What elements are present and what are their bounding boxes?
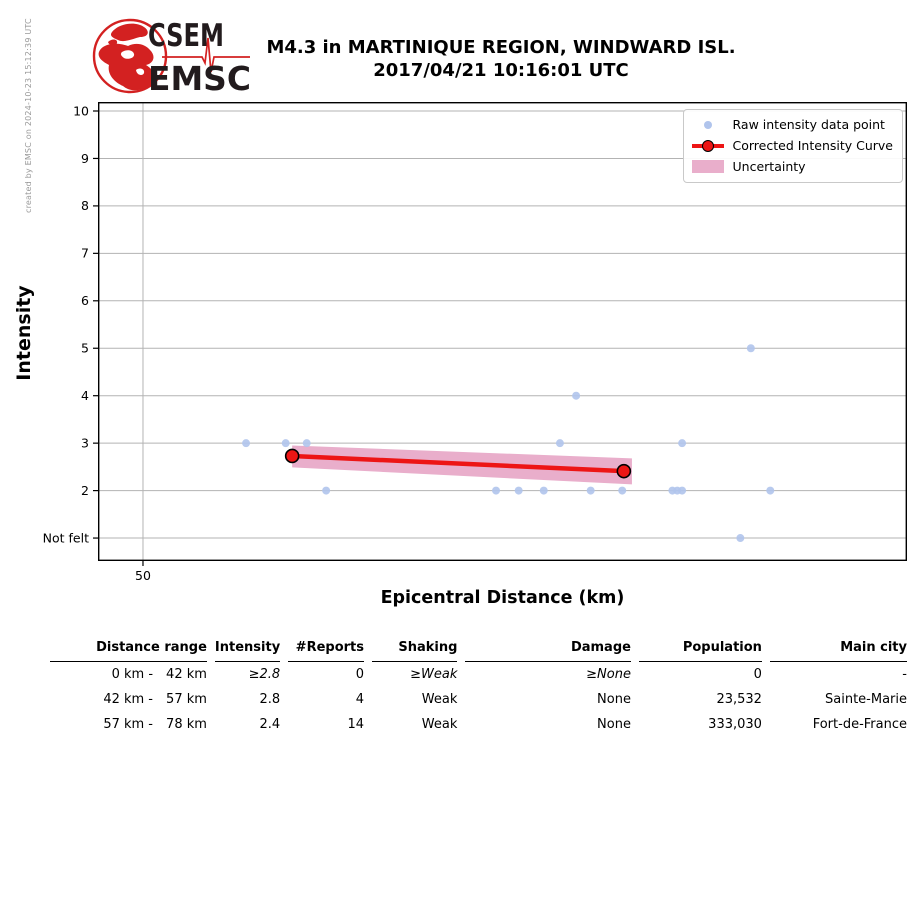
cell-main-city: - [902, 667, 907, 682]
legend-item-curve [692, 137, 893, 154]
legend-item-raw [692, 116, 893, 133]
svg-text:5: 5 [81, 340, 89, 356]
cell-range-from: 57 km - [103, 717, 154, 732]
cell-shaking: Weak [421, 717, 458, 732]
cell-main-city: Fort-de-France [812, 717, 907, 732]
header-distance-range: Distance range [50, 637, 207, 662]
cell-damage: None [597, 717, 631, 732]
legend [683, 109, 903, 183]
page-subtitle: 2017/04/21 10:16:01 UTC [373, 60, 629, 81]
header-intensity: Intensity [215, 637, 280, 662]
legend-item-uncertainty [692, 158, 893, 175]
cell-reports: 14 [347, 717, 364, 732]
cell-range-from: 42 km - [103, 692, 154, 707]
cell-population: 333,030 [708, 717, 762, 732]
logo-emsc-text: EMSC [148, 59, 251, 98]
table-header-row [50, 637, 907, 662]
created-by-watermark: created by EMSC on 2024-10-23 15:12:39 UTC [24, 18, 33, 213]
legend-label: Corrected Intensity Curve [732, 138, 893, 153]
cell-intensity: ≥2.8 [248, 667, 281, 682]
cell-population: 0 [753, 667, 762, 682]
cell-population: 23,532 [716, 692, 762, 707]
table-row [50, 662, 907, 687]
header-reports: #Reports [288, 637, 364, 662]
svg-text:50: 50 [135, 568, 151, 583]
y-axis-label: Intensity [13, 285, 35, 381]
cell-intensity: 2.4 [259, 717, 281, 732]
header-main-city: Main city [770, 637, 907, 662]
cell-range-to: 78 km [166, 717, 207, 732]
cell-main-city: Sainte-Marie [825, 692, 907, 707]
svg-text:Not felt: Not felt [42, 530, 89, 546]
cell-damage: ≥None [586, 667, 631, 682]
header-damage: Damage [465, 637, 631, 662]
cell-shaking: ≥Weak [410, 667, 458, 682]
cell-damage: None [597, 692, 631, 707]
legend-label: Raw intensity data point [732, 117, 885, 132]
intensity-table [42, 637, 915, 737]
svg-text:9: 9 [81, 150, 89, 166]
svg-text:6: 6 [81, 293, 89, 309]
page-title-block [93, 37, 909, 82]
cell-range-to: 57 km [166, 692, 207, 707]
cell-reports: 4 [355, 692, 364, 707]
band-swatch-icon [692, 160, 724, 174]
cell-range-to: 42 km [166, 667, 207, 682]
header-population: Population [639, 637, 762, 662]
page-title: M4.3 in MARTINIQUE REGION, WINDWARD ISL. [266, 37, 736, 58]
header-shaking: Shaking [372, 637, 457, 662]
x-axis-label: Epicentral Distance (km) [380, 588, 625, 608]
cell-intensity: 2.8 [259, 692, 281, 707]
svg-text:8: 8 [81, 198, 89, 214]
cell-shaking: Weak [421, 692, 458, 707]
table-row [50, 687, 907, 712]
svg-text:3: 3 [81, 435, 89, 451]
svg-text:4: 4 [81, 388, 89, 403]
svg-text:7: 7 [81, 245, 89, 261]
svg-text:10: 10 [73, 103, 89, 119]
curve-swatch-icon [692, 139, 724, 153]
legend-label: Uncertainty [732, 159, 806, 174]
cell-range-from: 0 km - [111, 667, 154, 682]
raw-point-swatch-icon [692, 118, 724, 132]
intensity-chart [42, 102, 907, 583]
logo-csem-text: CSEM [148, 18, 224, 54]
table-row [50, 712, 907, 737]
cell-reports: 0 [355, 667, 364, 682]
svg-text:2: 2 [81, 482, 89, 498]
